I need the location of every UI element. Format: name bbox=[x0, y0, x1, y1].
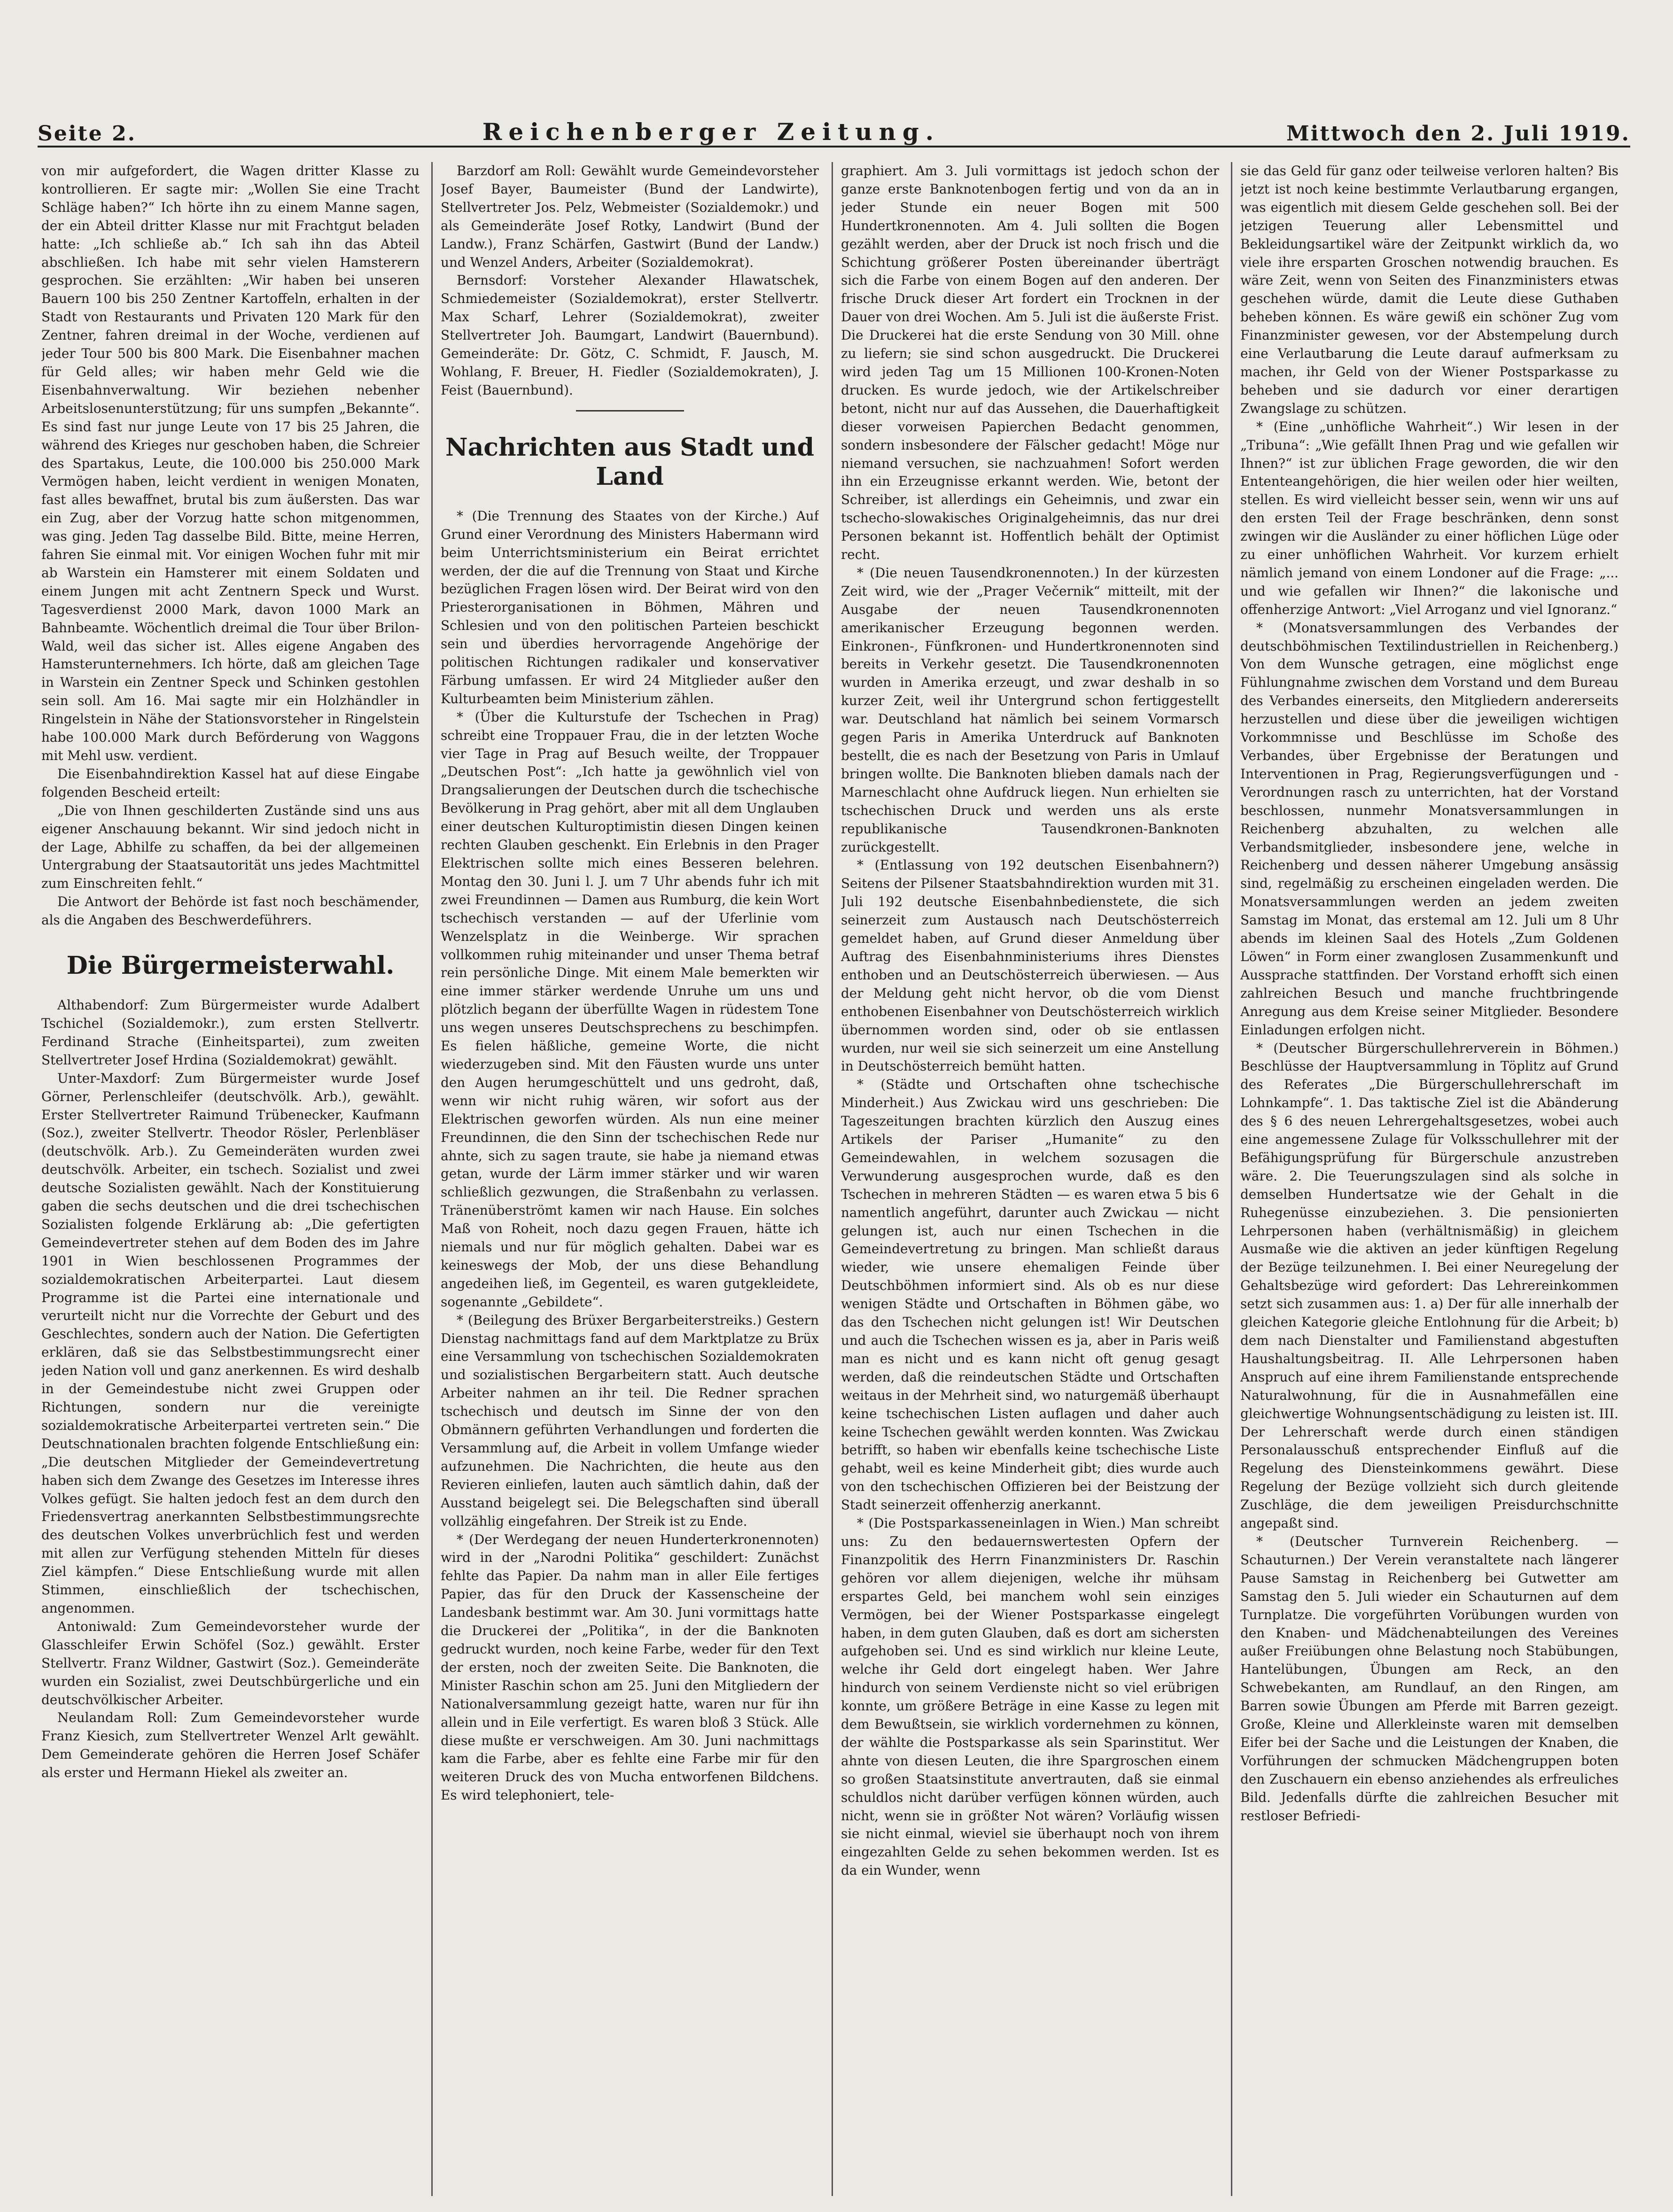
section-separator bbox=[576, 410, 684, 411]
article-paragraph: * (Über die Kulturstufe der Tschechen in Prag) schreibt eine Troppauer Frau, die in der letzten Woche vier Tage in Prag auf Besuch weilte, der Troppauer „Deutschen Post“: „Ich hatte ja gewöhnlich viel von Drangsalierungen der Deutschen durch die tschechische Bevölkerung in Prag gehört, aber mit all dem Unglauben einer deutschen Kulturoptimistin diesen Dingen keinen rechten Glauben geschenkt. Ein Erlebnis in den Prager Elektrischen sollte mich eines Besseren belehren. Montag den 30. Juni l. J. um 7 Uhr abends fuhr ich mit zwei Freundinnen — Damen aus Rumburg, die kein Wort tschechisch verstanden — auf der Uferlinie vom Wenzelsplatz in die Weinberge. Wir sprachen vollkommen ruhig miteinander und unser Thema betraf rein persönliche Dinge. Mit einem Male bemerkten wir eine immer stärker werdende Unruhe um uns und plötzlich begann der überfüllte Wagen in rüdestem Tone uns wegen unseres Deutschsprechens zu beschimpfen. Es fielen häßliche, gemeine Worte, die nicht wiederzugeben sind. Mit den Fäusten wurde uns unter den Augen herumgeschüttelt und uns gedroht, daß, wenn wir nicht ruhig wären, wir sofort aus der Elektrischen geworfen würden. Als nun eine meiner Freundinnen, die den Sinn der tschechischen Rede nur ahnte, sich zu sagen traute, sie habe ja niemand etwas getan, wurde der Lärm immer stärker und wir waren schließlich gezwungen, die Straßenbahn zu verlassen. Tränenüberströmt kamen wir nach Hause. Ein solches Maß von Roheit, noch dazu gegen Frauen, hätte ich niemals und nur für möglich gehalten. Dabei war es keineswegs der Mob, der uns diese Behandlung angedeihen ließ, im Gegenteil, es waren gutgekleidete, sogenannte „Gebildete“. bbox=[441, 709, 819, 1310]
column-divider bbox=[1231, 162, 1232, 2196]
article-paragraph: * (Deutscher Bürgerschullehrerverein in Böhmen.) Beschlüsse der Hauptversammlung in Töplitz auf Grund des Referates „Die Bürgerschullehrerschaft im Lohnkampfe“. 1. Das taktische Ziel ist die Abänderung des § 6 des neuen Lehrergehaltsgesetzes, wobei auch eine angemessene Zulage für Volksschullehrer mit der Befähigungsprüfung für Bürgerschule anzustreben wäre. 2. Die Teuerungszulagen sind als solche in demselben Hundertsatze wie der Gehalt in die Ruhegenüsse einzubeziehen. 3. Die pensionierten Lehrpersonen haben (verhältnismäßig) in gleichem Ausmaße wie die aktiven an jeder künftigen Regelung der Bezüge teilzunehmen. I. Bei einer Neuregelung der Gehaltsbezüge wird gefordert: Das Lehrereinkommen setzt sich zusammen aus: 1. a) Der für alle innerhalb der gleichen Kategorie gleiche Entlohnung für die Arbeit; b) dem nach Dienstalter und Familienstand abgestuften Haushaltungsbeitrag. II. Alle Lehrpersonen haben Anspruch auf eine ihrem Familienstande entsprechende Naturalwohnung, für die in Ausnahmefällen eine gleichwertige Wohnungsentschädigung zu leisten ist. III. Der Lehrerschaft werde durch einen ständigen Personalausschuß entsprechender Einfluß auf die Regelung des Diensteinkommens gewährt. Diese Regelung der Bezüge vollzieht sich durch gleitende Zuschläge, die dem jeweiligen Preisdurchschnitte angepaßt sind. bbox=[1240, 1040, 1619, 1531]
page-header bbox=[38, 113, 1630, 147]
article-paragraph: * (Beilegung des Brüxer Bergarbeiterstreiks.) Gestern Dienstag nachmittags fand auf dem Marktplatze zu Brüx eine Versammlung von tschechischen Sozialdemokraten und sozialistischen Bergarbeitern statt. Auch deutsche Arbeiter nahmen an ihr teil. Die Redner sprachen tschechisch und deutsch im Sinne der von den Obmännern geführten Verhandlungen und forderten die Versammlung auf, die Arbeit in vollem Umfange wieder aufzunehmen. Die Nachrichten, die heute aus den Revieren einliefen, lauten auch sämtlich dahin, daß der Ausstand beigelegt sei. Die Belegschaften sind überall vollzählig eingefahren. Der Streik ist zu Ende. bbox=[441, 1312, 819, 1529]
article-paragraph: Neulandam Roll: Zum Gemeindevorsteher wurde Franz Kiesich, zum Stellvertreter Wenzel Arlt gewählt. Dem Gemeinderate gehören die Herren Josef Schäfer als erster und Hermann Hiekel als zweiter an. bbox=[41, 1710, 420, 1781]
article-paragraph: sie das Geld für ganz oder teilweise verloren halten? Bis jetzt ist noch keine bestimmte Verlautbarung ergangen, was eigentlich mit diesem Gelde geschehen soll. Bei der jetzigen Teuerung aller Lebensmittel und Bekleidungsartikel wäre der Zeitpunkt wirklich da, wo viele ihre ersparten Groschen notwendig brauchen. Es wäre Zeit, wenn von Seiten des Finanzministers etwas geschehen würde, damit die Leute diese Guthaben beheben können. Es wäre gewiß ein schöner Zug vom Finanzminister gewesen, vor der Abstempelung durch eine Verlautbarung die Leute darauf aufmerksam zu machen, ihr Geld von der Wiener Postsparkasse zu beheben und sie dadurch vor einer derartigen Zwangslage zu schützen. bbox=[1240, 163, 1619, 416]
article-paragraph: * (Die Trennung des Staates von der Kirche.) Auf Grund einer Verordnung des Ministers Habermann wird beim Unterrichtsministerium ein Beirat errichtet werden, der die auf die Trennung von Staat und Kirche bezüglichen Fragen lösen wird. Der Beirat wird von den Priesterorganisationen in Böhmen, Mähren und Schlesien und von den politischen Parteien beschickt sein und überdies hervorragende Angehörige der politischen Richtungen radikaler und konservativer Färbung umfassen. Er wird 24 Mitglieder außer den Kulturbeamten beim Ministerium zählen. bbox=[441, 508, 819, 706]
article-paragraph: Antoniwald: Zum Gemeindevorsteher wurde der Glasschleifer Erwin Schöfel (Soz.) gewählt. Erster Stellvertr. Franz Wildner, Gastwirt (Soz.). Gemeinderäte wurden ein Sozialist, zwei Deutschbürgerliche und ein deutschvölkischer Arbeiter. bbox=[41, 1618, 420, 1708]
article-paragraph: graphiert. Am 3. Juli vormittags ist jedoch schon der ganze erste Banknotenbogen fertig und von da an in jeder Stunde ein neuer Bogen mit 500 Hundertkronennoten. Am 4. Juli sollten die Bogen gezählt werden, aber der Druck ist noch frisch und die Schichtung größerer Posten übereinander überträgt sich die Farbe von einem Bogen auf den anderen. Der frische Druck dieser Art fordert ein Trocknen in der Dauer von drei Wochen. Am 5. Juli ist die äußerste Frist. Die Druckerei hat die erste Sendung von 30 Mill. ohne zu liefern; sie sind schon ausgedruckt. Die Druckerei wird jeden Tag um 15 Millionen 100-Kronen-Noten drucken. Es wurde jedoch, wie der Artikelschreiber betont, nicht nur auf das Aussehen, die Dauerhaftigkeit dieser vorweisen Papierchen Bedacht genommen, sondern insbesondere der Fälscher gedacht! Möge nur niemand versuchen, sie nachzuahmen! Sofort werden ihn ein Erzeugnisse erkannt werden. Wie, betont der Schreiber, ist allerdings ein Geheimnis, und zwar ein tschecho-slowakisches Originalgeheimnis, das nur drei Personen bekannt ist. Hoffentlich behält der Optimist recht. bbox=[841, 163, 1219, 563]
article-paragraph: * (Die neuen Tausendkronennoten.) In der kürzesten Zeit wird, wie der „Prager Večernik“ mitteilt, mit der Ausgabe der neuen Tausendkronennoten amerikanischer Erzeugung begonnen werden. Einkronen-, Fünfkronen- und Hundertkronennoten sind bereits in Verkehr gesetzt. Die Tausendkronennoten wurden in Amerika erzeugt, und zwar deshalb in so kurzer Zeit, weil ihr Untergrund schon fertiggestellt war. Deutschland hat nämlich bei seinem Vormarsch gegen Paris in Amerika Unterdruck auf Banknoten bestellt, die es nach der Besetzung von Paris in Umlauf bringen wollte. Die Banknoten blieben damals nach der Marneschlacht ohne Aufdruck liegen. Nun erhielten sie tschechischen Druck und werden uns als erste republikanische Tausendkronen-Banknoten zurückgestellt. bbox=[841, 565, 1219, 855]
article-paragraph: * (Der Werdegang der neuen Hunderterkronennoten) wird in der „Narodni Politika“ geschildert: Zunächst fehlte das Papier. Da nahm man in aller Eile fertiges Papier, das für den Druck der Kassenscheine der Landesbank bestimmt war. Am 30. Juni vormittags hatte die Druckerei der „Politika“, in der die Banknoten gedruckt wurden, noch keine Farbe, weder für den Text der ersten, noch der zweiten Seite. Die Banknoten, die Minister Raschin schon am 25. Juni den Mitgliedern der Nationalversammlung gezeigt hatte, waren nur für ihn allein und in Eile verfertigt. Es waren bloß 3 Stück. Alle diese mußte er verschweigen. Am 30. Juni nachmittags kam die Farbe, aber es fehlte eine Farbe mir für den weiteren Druck des von Mucha entworfenen Bildchens. Es wird telephoniert, tele- bbox=[441, 1531, 819, 1803]
section-heading: Nachrichten aus Stadt und Land bbox=[445, 433, 814, 491]
text-column-2 bbox=[441, 162, 819, 2196]
text-column-4 bbox=[1240, 162, 1619, 2196]
article-paragraph: * (Die Postsparkasseneinlagen in Wien.) Man schreibt uns: Zu den bedauernswertesten Opfern der Finanzpolitik des Herrn Finanzministers Dr. Raschin gehören vor allem diejenigen, welche ihr mühsam erspartes Geld, bei manchem wohl sein einziges Vermögen, bei der Wiener Postsparkasse eingelegt haben, in dem guten Glauben, daß es dort am sichersten aufgehoben sei. Und es sind wirklich nur kleine Leute, welche ihr Geld dort eingelegt haben. Wer Jahre hindurch von seinem Verdienste nicht so viel erübrigen konnte, um größere Beträge in eine Kasse zu legen mit dem Bewußtsein, sie wirklich vordernehmen zu können, der wählte die Postsparkasse als sein Sparinstitut. Wer ahnte von diesen Leuten, die ihre Spargroschen einem so großen Staatsinstitute anvertrauten, daß sie einmal schuldlos nicht darüber verfügen können würden, auch nicht, wenn sie in größter Not wären? Vorläufig wissen sie nicht einmal, wieviel sie überhaupt noch von ihrem eingezahlten Gelde zu sehen bekommen werden. Ist es da ein Wunder, wenn bbox=[841, 1515, 1219, 1878]
text-column-1 bbox=[41, 162, 420, 2196]
column-divider bbox=[431, 162, 433, 2196]
article-paragraph: * (Monatsversammlungen des Verbandes der deutschböhmischen Textilindustriellen in Reichenberg.) Von dem Wunsche getragen, eine möglichst enge Fühlungnahme zwischen dem Vorstand und dem Bureau des Verbandes einerseits, den Mitgliedern andererseits herzustellen und diese über die jeweiligen wichtigen Vorkommnisse und Beschlüsse im Schoße des Verbandes, über Ergebnisse der Beratungen und Interventionen in Prag, Regierungsverfügungen und -Verordnungen rasch zu unterrichten, hat der Vorstand beschlossen, nunmehr Monatsversammlungen in Reichenberg abzuhalten, zu welchen alle Verbandsmitglieder, insbesondere jene, welche in Reichenberg und dessen näherer Umgebung ansässig sind, regelmäßig zu erscheinen eingeladen werden. Die Monatsversammlungen werden an jedem zweiten Samstag im Monat, das erstemal am 12. Juli um 8 Uhr abends im kleinen Saal des Hotels „Zum Goldenen Löwen“ in Form einer zwanglosen Zusammenkunft und Aussprache stattfinden. Der Vorstand erhofft sich einen zahlreichen Besuch und manche fruchtbringende Anregung aus dem Kreise seiner Mitglieder. Besondere Einladungen erfolgen nicht. bbox=[1240, 620, 1619, 1038]
article-paragraph: Die Antwort der Behörde ist fast noch beschämender, als die Angaben des Beschwerdeführers. bbox=[41, 894, 420, 928]
column-divider bbox=[832, 162, 833, 2196]
page-number: Seite 2. bbox=[38, 122, 137, 146]
article-paragraph: „Die von Ihnen geschilderten Zustände sind uns aus eigener Anschauung bekannt. Wir sind jedoch nicht in der Lage, Abhilfe zu schaffen, da bei der allgemeinen Untergrabung der Staatsautorität uns jedes Machtmittel zum Einschreiten fehlt.“ bbox=[41, 802, 420, 892]
article-paragraph: * (Deutscher Turnverein Reichenberg. — Schauturnen.) Der Verein veranstaltete nach längerer Pause Samstag in Reichenberg bei Gutwetter am Samstag den 5. Juli wieder ein Schauturnen auf dem Turnplatze. Die vorgeführten Vorübungen wurden von den Knaben- und Mädchenabteilungen des Vereines außer Freiübungen ohne Belastung noch Stabübungen, Hantelübungen, Übungen am Reck, an den Schwebekanten, am Rundlauf, an den Ringen, am Barren sowie Übungen am Pferde mit Barren gezeigt. Große, Kleine und Allerkleinste waren mit demselben Eifer bei der Sache und die Leistungen der Knaben, die Vorführungen der schmucken Mädchengruppen boten den Zuschauern ein ebenso anziehendes als erfreuliches Bild. Jedenfalls dürfte die zahlreichen Besucher mit restloser Befriedi- bbox=[1240, 1533, 1619, 1824]
article-paragraph: * (Eine „unhöfliche Wahrheit“.) Wir lesen in der „Tribuna“: „Wie gefällt Ihnen Prag und wie gefallen wir Ihnen?“ ist zur üblichen Frage geworden, die wir den Ententeangehörigen, die hier weilen oder hier weilten, stellen. Es wird vielleicht besser sein, wenn wir uns auf den ersten Teil der Frage beschränken, denn sonst zwingen wir die Ausländer zu einer höflichen Lüge oder zu einer unhöflichen Wahrheit. Vor kurzem erhielt nämlich jemand von einem Londoner auf die Frage: „... und wie gefallen wir Ihnen?“ die lakonische und offenherzige Antwort: „Viel Arroganz und viel Ignoranz.“ bbox=[1240, 419, 1619, 617]
article-paragraph: Die Eisenbahndirektion Kassel hat auf diese Eingabe folgenden Bescheid erteilt: bbox=[41, 766, 420, 800]
article-paragraph: Althabendorf: Zum Bürgermeister wurde Adalbert Tschichel (Sozialdemokr.), zum ersten Stellvertr. Ferdinand Strache (Einheitspartei), zum zweiten Stellvertreter Josef Hrdina (Sozialdemokrat) gewählt. bbox=[41, 997, 420, 1068]
article-paragraph: * (Städte und Ortschaften ohne tschechische Minderheit.) Aus Zwickau wird uns geschrieben: Die Tageszeitungen brachten kürzlich den Auszug eines Artikels der Pariser „Humanite“ zu den Gemeindewahlen, in welchem sozusagen die Verwunderung ausgesprochen wurde, daß es den Tschechen in mehreren Städten — es waren etwa 5 bis 6 namentlich angeführt, darunter auch Zwickau — nicht gelungen ist, auch nur einen Tschechen in die Gemeindevertretung zu bringen. Man schließt daraus wieder, wie unsere ehemaligen Feinde über Deutschböhmen informiert sind. Als ob es nur diese wenigen Städte und Ortschaften in Böhmen gäbe, wo das den Tschechen nicht gelungen ist! Wir Deutschen und auch die Tschechen wissen es ja, aber in Paris weiß man es nicht und es kann nicht oft genug gesagt werden, daß die reindeutschen Städte und Ortschaften weitaus in der Mehrheit sind, wo naturgemäß überhaupt keine tschechischen Listen auflagen und daher auch keine Tschechen gewählt werden konnten. Was Zwickau betrifft, so haben wir ebenfalls keine tschechische Liste gehabt, weil es keine Minderheit gibt; dies wurde auch von den tschechischen Offizieren bei der Beistzung der Stadt seinerzeit offenherzig anerkannt. bbox=[841, 1077, 1219, 1513]
article-paragraph: Barzdorf am Roll: Gewählt wurde Gemeindevorsteher Josef Bayer, Baumeister (Bund der Landwirte), Stellvertreter Jos. Pelz, Webmeister (Sozialdemokr.) und als Gemeinderäte Josef Rotky, Landwirt (Bund der Landw.), Franz Schärfen, Gastwirt (Bund der Landw.) und Wenzel Anders, Arbeiter (Sozialdemokrat). bbox=[441, 163, 819, 270]
section-heading: Die Bürgermeisterwahl. bbox=[66, 951, 395, 980]
text-column-3 bbox=[841, 162, 1219, 2196]
article-paragraph: * (Entlassung von 192 deutschen Eisenbahnern?) Seitens der Pilsener Staatsbahndirektion wurden mit 31. Juli 192 deutsche Eisenbahnbedienstete, die sich seinerzeit zum Austausch nach Deutschösterreich gemeldet haben, auf Grund dieser Anmeldung über Auftrag des Eisenbahnministeriums ihres Dienstes enthoben und an Deutschösterreich überwiesen. — Aus der Meldung geht nicht hervor, ob die vom Dienst enthobenen Eisenbahner von Deutschösterreich wirklich übernommen worden sind, oder ob sie entlassen wurden, nur weil sie sich seinerzeit um eine Anstellung in Deutschösterreich bemüht hatten. bbox=[841, 857, 1219, 1074]
article-paragraph: Bernsdorf: Vorsteher Alexander Hlawatschek, Schmiedemeister (Sozialdemokrat), erster Stellvertr. Max Scharf, Lehrer (Sozialdemokrat), zweiter Stellvertreter Joh. Baumgart, Landwirt (Bauernbund). Gemeinderäte: Dr. Götz, C. Schmidt, F. Jausch, M. Wohlang, F. Breuer, H. Fiedler (Sozialdemokraten), J. Feist (Bauernbund). bbox=[441, 272, 819, 398]
masthead-title: Reichenberger Zeitung. bbox=[482, 118, 941, 146]
issue-date: Mittwoch den 2. Juli 1919. bbox=[1286, 122, 1630, 146]
article-paragraph: von mir aufgefordert, die Wagen dritter Klasse zu kontrollieren. Er sagte mir: „Wollen Sie eine Tracht Schläge haben?“ Ich hörte ihn zu einem Manne sagen, der ein Abteil dritter Klasse nur mit Frachtgut beladen hatte: „Ich schließe ab.“ Ich sah ihn das Abteil abschließen. Ich habe mit sehr vielen Hamsterern gesprochen. Sie erzählten: „Wir haben bei unseren Bauern 100 bis 250 Zentner Kartoffeln, erhalten in der Stadt von Restaurants und Privaten 120 Mark für den Zentner, fahren dreimal in der Woche, verdienen auf jeder Tour 500 bis 800 Mark. Die Eisenbahner machen für Geld alles; wir haben mehr Geld wie die Eisenbahnverwaltung. Wir beziehen nebenher Arbeitslosenunterstützung; für uns sumpfen „Bekannte“. Es sind fast nur junge Leute von 17 bis 25 Jahren, die während des Krieges nur geschoben haben, die Schreier des Spartakus, Leute, die 100.000 bis 250.000 Mark Vermögen haben, leicht verdient in wenigen Monaten, fast alles bewaffnet, brutal bis zum äußersten. Das war ein Zug, aber der Vorzug hatte schon mitgenommen, was ging. Jeden Tag dasselbe Bild. Bitte, meine Herren, fahren Sie einmal mit. Vor einigen Wochen fuhr mit mir ab Warstein ein Hamsterer mit einem Soldaten und einem Jungen mit acht Zentnern Speck und Wurst. Tagesverdienst 2000 Mark, davon 1000 Mark an Bahnbeamte. Wöchentlich dreimal die Tour über Brilon-Wald, weil das sicher ist. Alles eigene Angaben des Hamsterunternehmers. Ich hörte, daß am gleichen Tage in Warstein ein Zentner Speck und Schinken gestohlen sein soll. Am 16. Mai sagte mir ein Holzhändler in Ringelstein in Nähe der Stationsvorsteher in Ringelstein habe 100.000 Mark durch Beförderung von Waggons mit Mehl usw. verdient. bbox=[41, 163, 420, 763]
article-paragraph: Unter-Maxdorf: Zum Bürgermeister wurde Josef Görner, Perlenschleifer (deutschvölk. Arb.), gewählt. Erster Stellvertreter Raimund Trübenecker, Kaufmann (Soz.), zweiter Stellvertr. Theodor Rösler, Perlenbläser (deutschvölk. Arb.). Zu Gemeinderäten wurden zwei deutschvölk. Arbeiter, ein tschech. Sozialist und zwei deutsche Sozialisten gewählt. Nach der Konstituierung gaben die sechs deutschen und die drei tschechischen Sozialisten folgende Erklärung ab: „Die gefertigten Gemeindevertreter stehen auf dem Boden des im Jahre 1901 in Wien beschlossenen Programmes der sozialdemokratischen Arbeiterpartei. Laut diesem Programme ist die Partei eine internationale und verurteilt nicht nur die Vorrechte der Geburt und des Geschlechtes, sondern auch der Nation. Die Gefertigten erklären, daß sie das Selbstbestimmungsrecht einer jeden Nation voll und ganz anerkennen. Es wird deshalb in der Gemeindestube nicht zwei Gruppen oder Richtungen, sondern nur die vereinigte sozialdemokratische Arbeiterpartei vertreten sein.“ Die Deutschnationalen brachten folgende Entschließung ein: „Die deutschen Mitglieder der Gemeindevertretung haben sich dem Zwange des Gesetzes im Interesse ihres Volkes gefügt. Sie halten jedoch fest an dem durch den Friedensvertrag anerkannten Selbstbestimmungsrechte des deutschen Volkes unverbrüchlich fest und werden mit allen zur Verfügung stehenden Mitteln für dieses Ziel kämpfen.“ Diese Entschließung wurde mit allen Stimmen, einschließlich der tschechischen, angenommen. bbox=[41, 1070, 420, 1616]
